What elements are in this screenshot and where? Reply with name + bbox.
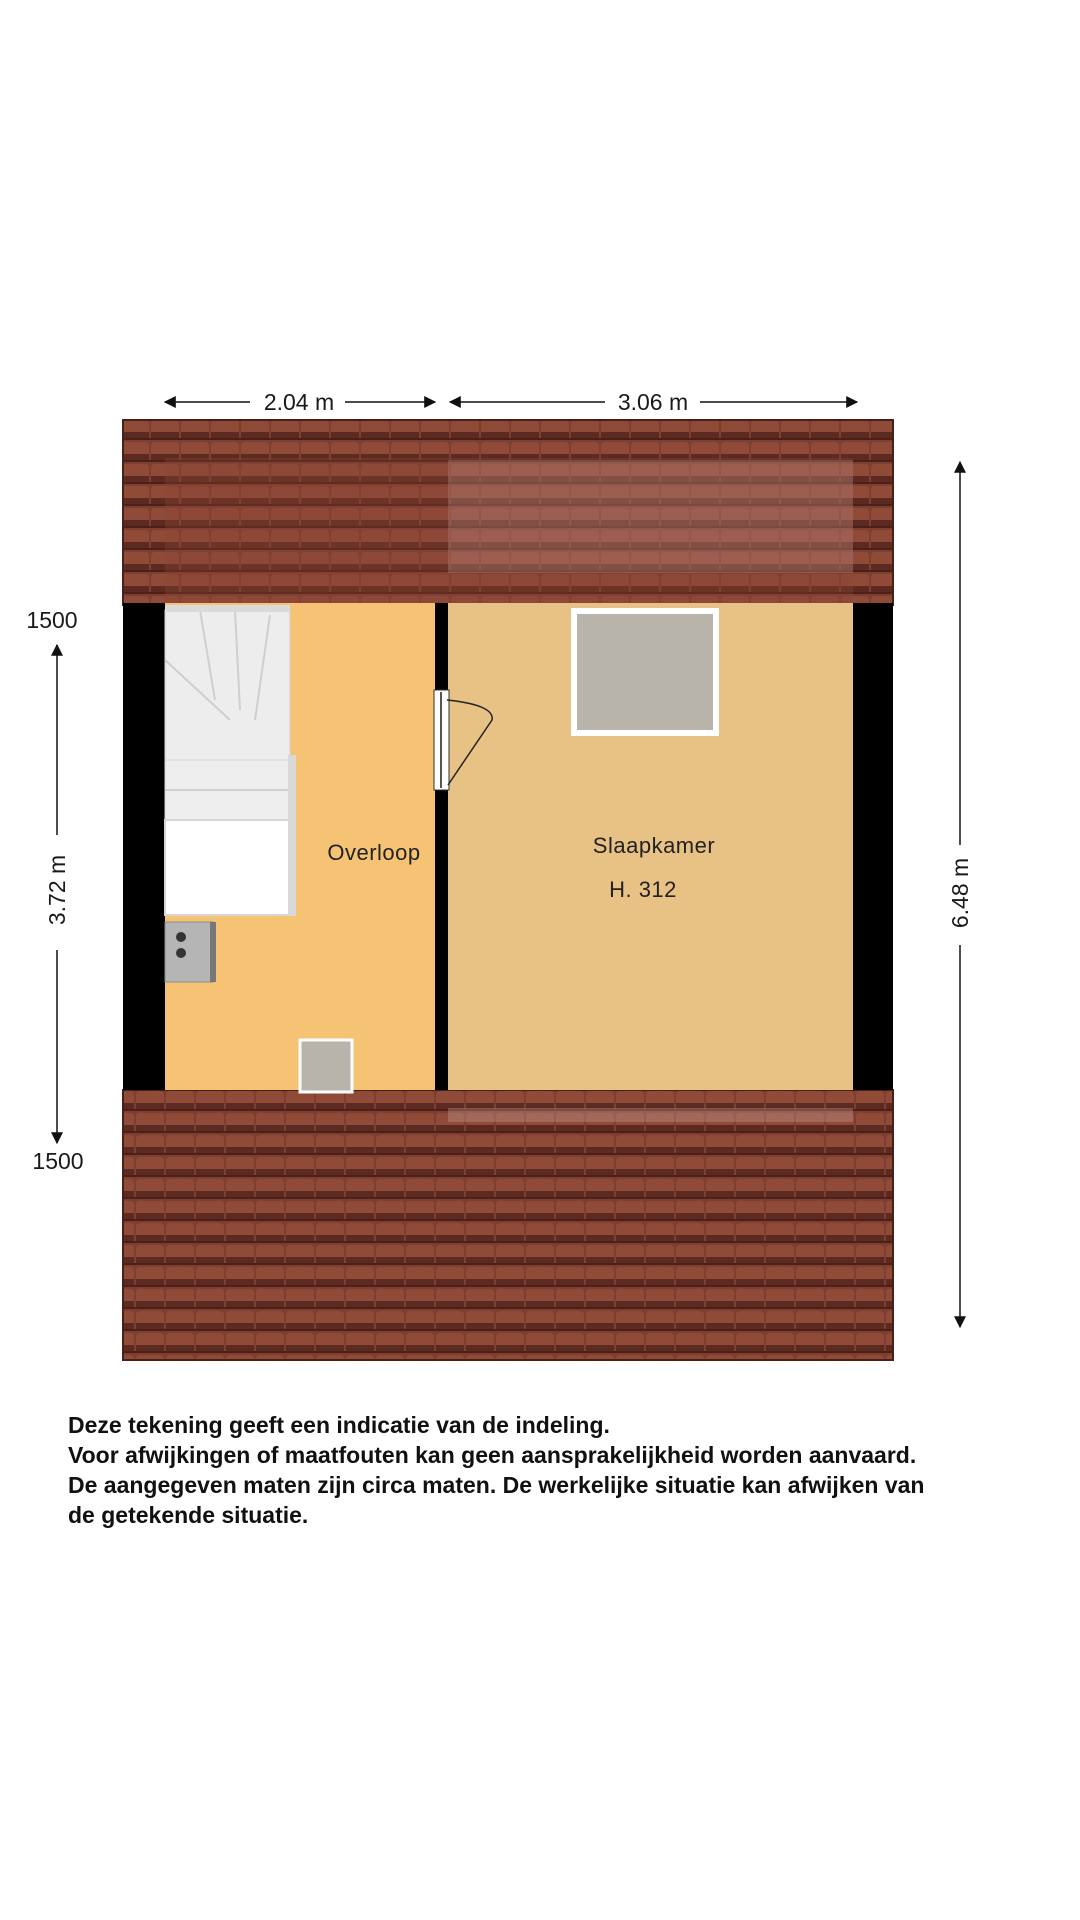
slaapkamer-skylight bbox=[574, 611, 716, 733]
dim-left-height: 3.72 m bbox=[44, 854, 70, 926]
room-label-overloop: Overloop bbox=[327, 840, 421, 865]
partition-wall bbox=[435, 603, 448, 1090]
room-height-slaapkamer: H. 312 bbox=[609, 877, 677, 902]
room-label-slaapkamer: Slaapkamer bbox=[592, 833, 716, 858]
disclaimer-line: Voor afwijkingen of maatfouten kan geen aansprakelijkheid worden aanvaard. bbox=[68, 1442, 917, 1468]
dim-left-knee-top: 1500 bbox=[26, 607, 78, 633]
boiler-unit bbox=[165, 922, 216, 982]
dim-top-left: 2.04 m bbox=[263, 389, 335, 415]
disclaimer-line: Deze tekening geeft een indicatie van de indeling. bbox=[68, 1412, 610, 1438]
dim-right-height: 6.48 m bbox=[947, 857, 973, 929]
disclaimer-line: De aangegeven maten zijn circa maten. De werkelijke situatie kan afwijken van bbox=[68, 1472, 925, 1498]
overloop-skylight bbox=[300, 1040, 352, 1092]
dim-top-right: 3.06 m bbox=[617, 389, 689, 415]
dim-left-knee-bottom: 1500 bbox=[32, 1148, 84, 1174]
roof-top bbox=[123, 420, 893, 605]
right-knee-wall bbox=[853, 603, 893, 1090]
left-knee-wall bbox=[123, 603, 165, 1090]
roof-window bbox=[448, 460, 853, 573]
disclaimer-line: de getekende situatie. bbox=[68, 1502, 309, 1528]
staircase bbox=[165, 605, 296, 915]
roof-bottom bbox=[123, 1090, 893, 1360]
disclaimer bbox=[68, 1410, 1068, 1530]
